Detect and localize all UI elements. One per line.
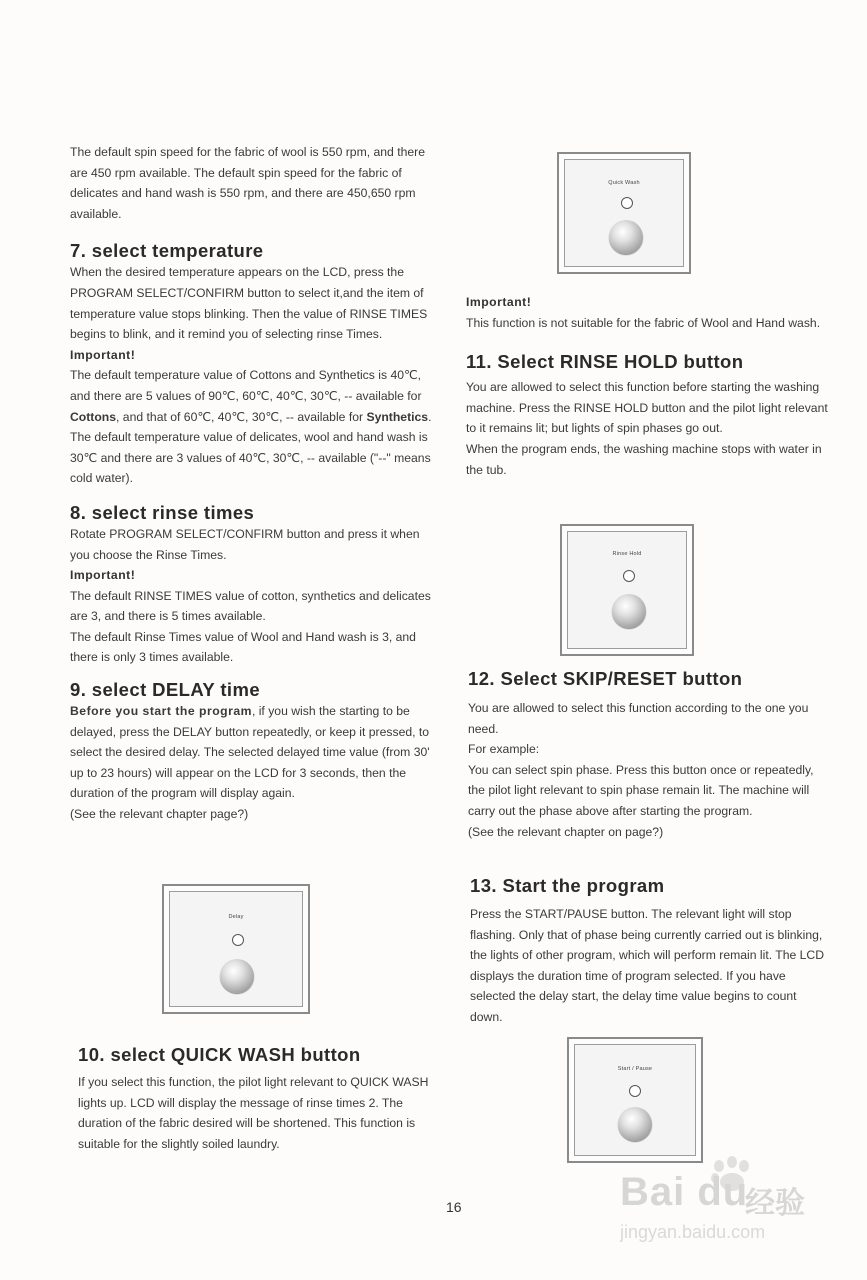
panel-label: Delay [228, 914, 244, 920]
delay-button-knob [220, 959, 254, 993]
pilot-light-icon [629, 1085, 641, 1097]
rinse-hold-button-knob [612, 594, 646, 628]
panel-label: Quick Wash [608, 180, 640, 186]
panel-label: Rinse Hold [612, 551, 642, 557]
section-7-important-label: Important! [70, 347, 136, 362]
pilot-light-icon [621, 197, 633, 209]
section-11-text: You are allowed to select this function before starting the washing machine. Press the RINSE HOLD button and the pilot light relevant to it remains lit; but lights of spin phases go out. [466, 380, 828, 436]
section-11-end-text: When the program ends, the washing machine stops with water in the tub. [466, 441, 822, 477]
section-13-text: Press the START/PAUSE button. The relevant light will stop flashing. Only that of phase being currently carried out is blinking, the lights of other program, which will perform remain lit. The LCD displays the duration time of program selected. If you have selected the delay start, the delay time value begins to count down. [470, 907, 825, 1024]
section-7-text: When the desired temperature appears on the LCD, press the PROGRAM SELECT/CONFIRM button to select it,and the item of temperature value stops blinking. Then the value of RINSE TIMES begins to blink, and it remind you of selecting rinse Times. [70, 265, 428, 342]
quick-wash-button-knob [609, 220, 643, 254]
section-12-example-text: You can select spin phase. Press this button once or repeatedly, the pilot light relevant to spin phase remain lit. The machine will carry out the phase above after starting the program. [468, 762, 814, 818]
pilot-light-icon [232, 934, 244, 946]
section-8-default-rinse: The default RINSE TIMES value of cotton, synthetics and delicates are 3, and there is 5 times available. [70, 588, 431, 624]
section-8-important-label: Important! [70, 568, 136, 583]
section-12-text: You are allowed to select this function according to the one you need. [468, 701, 809, 736]
section-8-heading: 8. select rinse times [70, 501, 255, 523]
section-10-block [78, 1044, 438, 1154]
right-column [466, 292, 830, 480]
section-8-wool-rinse: The default Rinse Times value of Wool and Hand wash is 3, and there is only 3 times available. [70, 629, 416, 665]
spin-speed-intro: The default spin speed for the fabric of wool is 550 rpm, and there are 450 rpm available. The default spin speed for the fabric of delicates and hand wash is 550 rpm, and there are 450,650 rpm available. [70, 145, 425, 221]
section-10-heading: 10. select QUICK WASH button [78, 1044, 361, 1065]
quick-wash-note: This function is not suitable for the fabric of Wool and Hand wash. [466, 315, 821, 330]
section-13-heading: 13. Start the program [470, 875, 665, 896]
section-7-delicates-temps: The default temperature value of delicates, wool and hand wash is 30℃ and there are 3 values of 40℃, 30℃, -- available ("--" means cold water). [70, 430, 431, 486]
left-column [70, 142, 436, 825]
watermark-url: jingyan.baidu.com [620, 1222, 766, 1242]
pilot-light-icon [623, 570, 635, 582]
start-pause-button-knob [618, 1107, 652, 1141]
section-11-heading: 11. Select RINSE HOLD button [466, 351, 744, 373]
quick-wash-important-label: Important! [466, 295, 532, 309]
quick-wash-panel [557, 152, 691, 274]
panel-label: Start / Pause [617, 1066, 653, 1072]
section-7-default-temps: The default temperature value of Cottons and Synthetics is 40℃, and there are 5 values of 90℃, 60℃, 40℃, 30℃, -- available for Cottons, and that of 60℃, 40℃, 30℃, -- available for Synthetics. [70, 368, 432, 424]
section-12-block [468, 668, 830, 842]
section-12-example-label: For example: [468, 742, 540, 757]
section-8-text: Rotate PROGRAM SELECT/CONFIRM button and press it when you choose the Rinse Times. [70, 526, 420, 562]
section-12-heading: 12. Select SKIP/RESET button [468, 668, 743, 689]
section-9-text: Before you start the program, if you wish the starting to be delayed, press the DELAY button repeatedly, or keep it pressed, to select the desired delay. The selected delayed time value (from 30' up to 23 hours) will appear on the LCD for 3 seconds, then the duration of the program will display again. [70, 704, 430, 801]
section-10-text: If you select this function, the pilot light relevant to QUICK WASH lights up. LCD will display the message of rinse times 2. The duration of the fabric desired will be shortened. This function is suitable for the slightly soiled laundry. [78, 1075, 429, 1151]
section-9-heading: 9. select DELAY time [70, 679, 261, 701]
page-number: 16 [446, 1199, 462, 1215]
section-12-see-chapter: (See the relevant chapter on page?) [468, 824, 664, 839]
rinse-hold-panel [560, 524, 694, 656]
section-7-heading: 7. select temperature [70, 240, 264, 262]
start-pause-panel [567, 1037, 703, 1163]
section-9-see-chapter: (See the relevant chapter page?) [70, 807, 249, 822]
watermark-brand-cn: 经验 [745, 1187, 805, 1220]
watermark-brand: Bai du [620, 1170, 749, 1214]
delay-panel [162, 884, 310, 1014]
section-13-block [470, 875, 830, 1028]
